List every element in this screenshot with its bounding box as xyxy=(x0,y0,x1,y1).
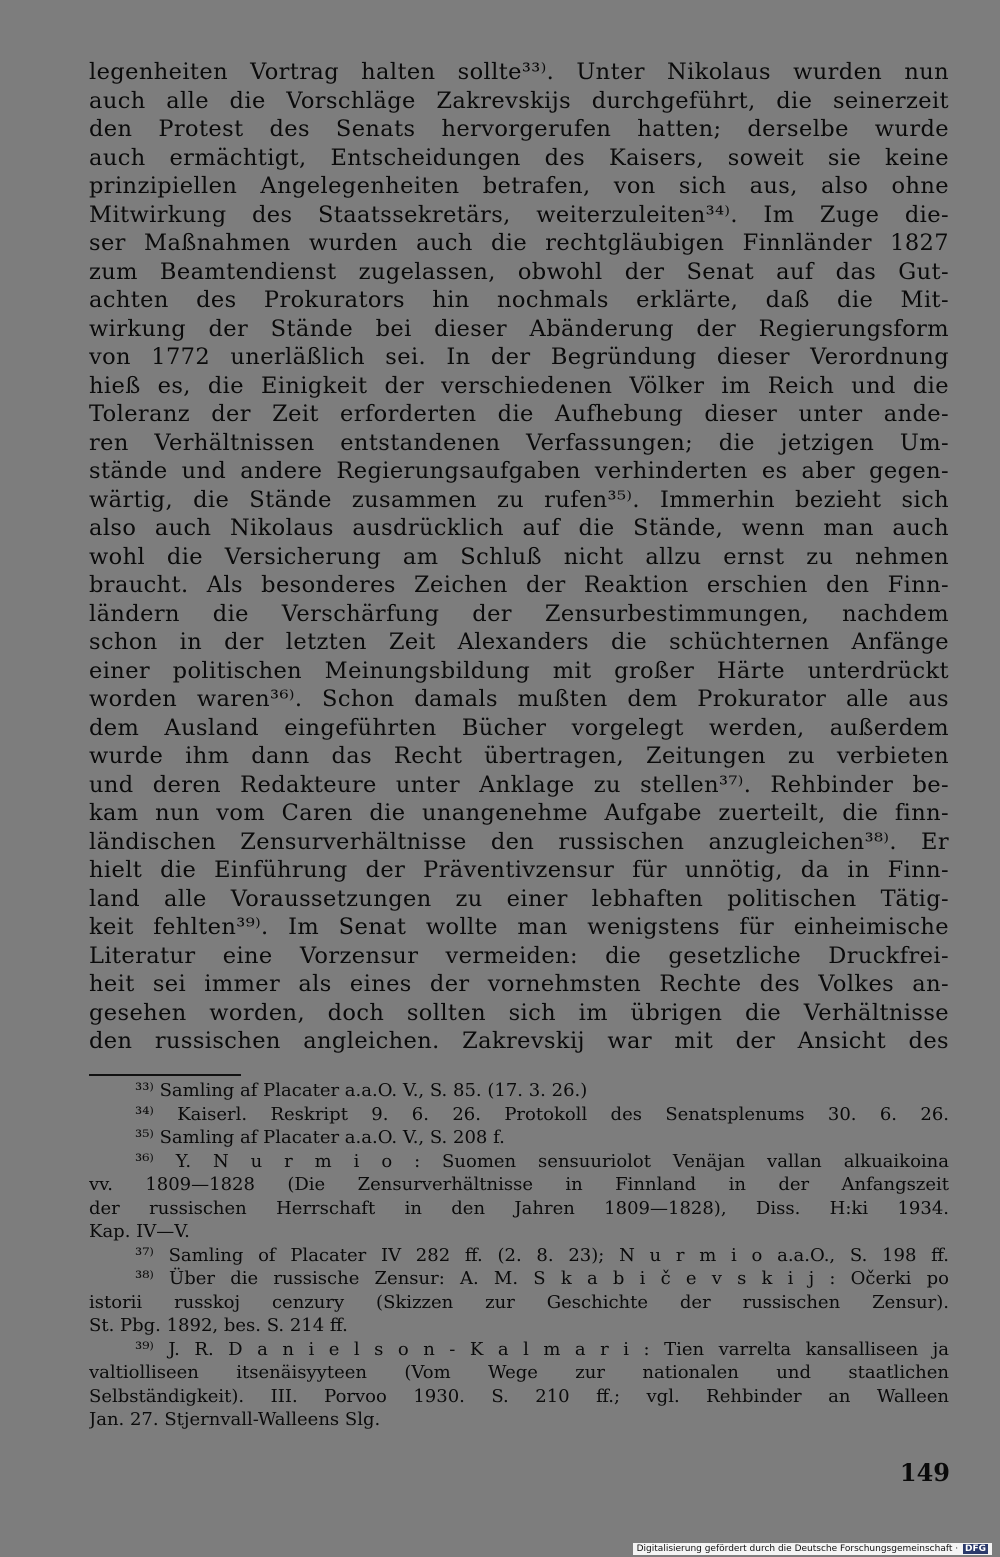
body-text-line: achten des Prokurators hin nochmals erklärte, daß die Mit- xyxy=(89,287,949,313)
body-text-line: also auch Nikolaus ausdrücklich auf die Stände, wenn man auch xyxy=(89,515,949,541)
body-text-line: gesehen worden, doch sollten sich im übrigen die Verhältnisse xyxy=(89,999,949,1026)
body-text-line: dem Ausland eingeführten Bücher vorgelegt werden, außerdem xyxy=(89,714,949,741)
body-text-line: Mitwirkung des Staatssekretärs, weiterzuleiten³⁴⁾. Im Zuge die- xyxy=(89,201,949,228)
body-text-line: auch ermächtigt, Entscheidungen des Kaisers, soweit sie keine xyxy=(89,144,949,171)
body-text-line: auch alle die Vorschläge Zakrevskijs durchgeführt, die seinerzeit xyxy=(89,87,949,114)
body-text-line: Toleranz der Zeit erforderten die Aufhebung dieser unter ande- xyxy=(89,401,949,427)
body-text-line: prinzipiellen Angelegenheiten betrafen, von sich aus, also ohne xyxy=(89,173,949,199)
footnote-line: ³³⁾ Samling af Placater a.a.O. V., S. 85. (17. 3. 26.) xyxy=(135,1080,588,1101)
footnote-line: valtiolliseen itsenäisyyteen (Vom Wege zur nationalen und staatlichen xyxy=(89,1362,949,1383)
body-text-line: hielt die Einführung der Präventivzensur für unnötig, da in Finn- xyxy=(89,857,949,883)
body-text-line: wirkung der Stände bei dieser Abänderung der Regierungsform xyxy=(89,315,949,342)
body-text-line: legenheiten Vortrag halten sollte³³⁾. Unter Nikolaus wurden nun xyxy=(89,59,949,85)
body-text-line: ser Maßnahmen wurden auch die rechtgläubigen Finnländer 1827 xyxy=(89,230,949,256)
body-text-line: ländischen Zensurverhältnisse den russischen anzugleichen³⁸⁾. Er xyxy=(89,828,949,855)
footnote-line: Jan. 27. Stjernvall-Walleens Slg. xyxy=(89,1409,381,1430)
body-text xyxy=(89,58,949,1056)
footnote-line: St. Pbg. 1892, bes. S. 214 ff. xyxy=(89,1315,348,1336)
footnote-line: Selbständigkeit). III. Porvoo 1930. S. 210 ff.; vgl. Rehbinder an Walleen xyxy=(89,1385,949,1407)
body-text-line: ren Verhältnissen entstandenen Verfassungen; die jetzigen Um- xyxy=(89,429,949,456)
page-number: 149 xyxy=(899,1458,950,1487)
footnote-line: ³⁸⁾ Über die russische Zensur: A. M. S k a b i č e v s k i j : Očerki po xyxy=(135,1268,949,1289)
body-text-line: hieß es, die Einigkeit der verschiedenen Völker im Reich und die xyxy=(89,372,949,399)
body-text-line: kam nun vom Caren die unangenehme Aufgabe zuerteilt, die finn- xyxy=(89,800,949,826)
body-text-line: Literatur eine Vorzensur vermeiden: die gesetzliche Druckfrei- xyxy=(89,942,949,969)
footnote-line: istorii russkoj cenzury (Skizzen zur Geschichte der russischen Zensur). xyxy=(89,1291,949,1313)
body-text-line: und deren Redakteure unter Anklage zu stellen³⁷⁾. Rehbinder be- xyxy=(89,771,949,798)
footnote-line: ³⁶⁾ Y. N u r m i o : Suomen sensuuriolot Venäjan vallan alkuaikoina xyxy=(135,1150,949,1172)
body-text-line: stände und andere Regierungsaufgaben verhinderten es aber gegen- xyxy=(89,458,949,484)
body-text-line: ländern die Verschärfung der Zensurbestimmungen, nachdem xyxy=(89,600,949,627)
footnote-line: vv. 1809—1828 (Die Zensurverhältnisse in Finnland in der Anfangszeit xyxy=(89,1174,949,1195)
digitization-credit xyxy=(633,1543,992,1555)
body-text-line: wurde ihm dann das Recht übertragen, Zeitungen zu verbieten xyxy=(89,743,949,769)
footnote-line: ³⁵⁾ Samling af Placater a.a.O. V., S. 208 f. xyxy=(135,1127,505,1148)
body-text-line: braucht. Als besonderes Zeichen der Reaktion erschien den Finn- xyxy=(89,572,949,598)
footnote-line: Kap. IV—V. xyxy=(89,1221,190,1242)
footnote-line: der russischen Herrschaft in den Jahren 1809—1828), Diss. H:ki 1934. xyxy=(89,1197,949,1219)
body-text-line: von 1772 unerläßlich sei. In der Begründung dieser Verordnung xyxy=(89,344,949,370)
body-text-line: land alle Voraussetzungen zu einer lebhaften politischen Tätig- xyxy=(89,885,949,912)
footnote-separator xyxy=(89,1074,241,1076)
footnote-line: ³⁷⁾ Samling of Placater IV 282 ff. (2. 8. 23); N u r m i o a.a.O., S. 198 ff. xyxy=(135,1244,949,1266)
body-text-line: den Protest des Senats hervorgerufen hatten; derselbe wurde xyxy=(89,116,949,142)
body-text-line: keit fehlten³⁹⁾. Im Senat wollte man wenigstens für einheimische xyxy=(89,914,949,940)
footnotes xyxy=(89,1079,949,1432)
body-text-line: wärtig, die Stände zusammen zu rufen³⁵⁾. Immerhin bezieht sich xyxy=(89,486,949,513)
body-text-line: einer politischen Meinungsbildung mit großer Härte unterdrückt xyxy=(89,657,949,684)
body-text-line: den russischen angleichen. Zakrevskij war mit der Ansicht des xyxy=(89,1028,949,1054)
body-text-line: wohl die Versicherung am Schluß nicht allzu ernst zu nehmen xyxy=(89,543,949,570)
footnote-line: ³⁴⁾ Kaiserl. Reskript 9. 6. 26. Protokoll des Senatsplenums 30. 6. 26. xyxy=(135,1103,949,1125)
body-text-line: heit sei immer als eines der vornehmsten Rechte des Volkes an- xyxy=(89,971,949,997)
footnote-line: ³⁹⁾ J. R. D a n i e l s o n - K a l m a r i : Tien varrelta kansalliseen ja xyxy=(135,1338,949,1360)
body-text-line: schon in der letzten Zeit Alexanders die schüchternen Anfänge xyxy=(89,629,949,655)
body-text-line: zum Beamtendienst zugelassen, obwohl der Senat auf das Gut- xyxy=(89,258,949,285)
body-text-line: worden waren³⁶⁾. Schon damals mußten dem Prokurator alle aus xyxy=(89,686,949,712)
dfg-logo: DFG xyxy=(964,1544,986,1554)
credit-text: Digitalisierung gefördert durch die Deutsche Forschungsgemeinschaft · xyxy=(636,1544,959,1554)
